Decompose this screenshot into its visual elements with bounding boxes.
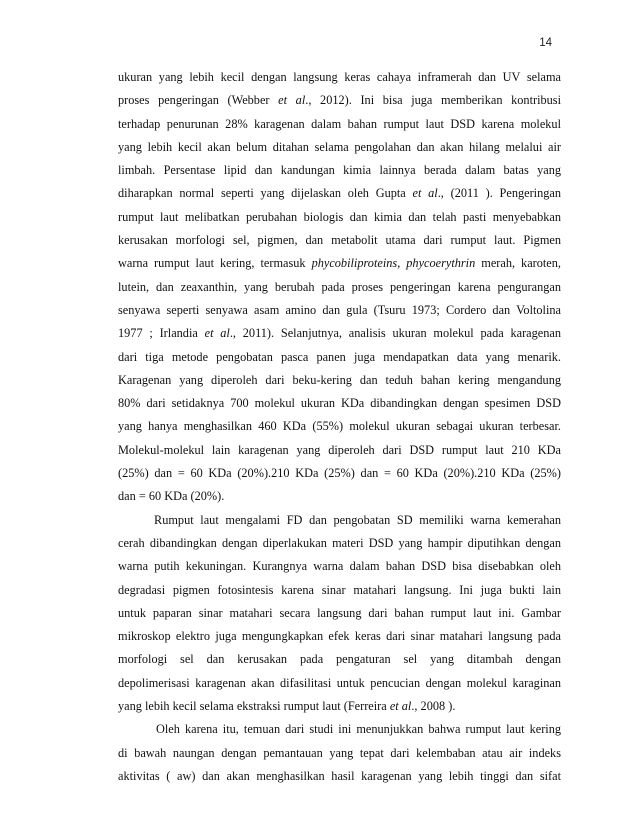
text-line: rumput laut melibatkan perubahan biologis dan kimia dan telah pasti menyebabkan <box>118 209 561 224</box>
paragraph-3 <box>118 718 561 788</box>
text-line: 80% dari setidaknya 700 molekul ukuran KDa dibandingkan dengan spesimen DSD <box>118 396 561 411</box>
text-line: mikroskop elektro juga mengungkapkan efek keras dari sinar matahari langsung pada <box>118 629 561 644</box>
text-line: di bawah naungan dengan pemantauan yang tepat dari kelembaban atau air indeks <box>118 745 561 760</box>
page-number: 14 <box>539 37 552 49</box>
text-line: kerusakan morfologi sel, pigmen, dan metabolit utama dari rumput laut. Pigmen <box>118 233 561 248</box>
text-line: depolimerisasi karagenan akan difasilitasi untuk pencucian dengan molekul karaginan <box>118 675 561 690</box>
text-line: warna putih kekuningan. Kurangnya warna dalam bahan DSD bisa disebabkan oleh <box>118 559 561 574</box>
text-line: Oleh karena itu, temuan dari studi ini menunjukkan bahwa rumput laut kering <box>156 722 561 737</box>
text-line: yang hanya menghasilkan 460 KDa (55%) molekul ukuran sebagai ukuran terbesar. <box>118 419 561 434</box>
text-line: senyawa seperti senyawa asam amino dan gula (Tsuru 1973; Cordero dan Voltolina <box>118 302 561 317</box>
text-line: untuk paparan sinar matahari secara langsung dari bahan rumput laut ini. Gambar <box>118 605 561 620</box>
text-line: morfologi sel dan kerusakan pada pengaturan sel yang ditambah dengan <box>118 652 561 667</box>
text-line: yang lebih kecil selama ekstraksi rumput laut (Ferreira et al., 2008 ). <box>118 699 456 714</box>
text-line: terhadap penurunan 28% karagenan dalam bahan rumput laut DSD karena molekul <box>118 116 561 131</box>
text-line: proses pengeringan (Webber et al., 2012). Ini bisa juga memberikan kontribusi <box>118 93 561 108</box>
text-line: cerah dibandingkan dengan diperlakukan materi DSD yang hampir diputihkan dengan <box>118 535 561 550</box>
text-line: ukuran yang lebih kecil dengan langsung keras cahaya inframerah dan UV selama <box>118 70 561 84</box>
body-text <box>118 66 561 788</box>
text-line: diharapkan normal seperti yang dijelaskan oleh Gupta et al., (2011 ). Pengeringan <box>118 186 561 201</box>
text-line: limbah. Persentase lipid dan kandungan kimia lainnya berada dalam batas yang <box>118 163 561 178</box>
text-line: dari tiga metode pengobatan pasca panen juga mendapatkan data yang menarik. <box>118 349 561 364</box>
text-line: lutein, dan zeaxanthin, yang berubah pada proses pengeringan karena pengurangan <box>118 279 561 294</box>
text-line: Rumput laut mengalami FD dan pengobatan SD memiliki warna kemerahan <box>154 512 561 527</box>
text-line: (25%) dan = 60 KDa (20%).210 KDa (25%) dan = 60 KDa (20%).210 KDa (25%) <box>118 466 561 481</box>
text-line: Karagenan yang diperoleh dari beku-kering dan teduh bahan kering mengandung <box>118 372 561 387</box>
text-line: aktivitas ( aw) dan akan menghasilkan hasil karagenan yang lebih tinggi dan sifat <box>118 768 561 783</box>
paragraph-1 <box>118 66 561 509</box>
text-line: dan = 60 KDa (20%). <box>118 489 225 504</box>
text-line: 1977 ; Irlandia et al., 2011). Selanjutnya, analisis ukuran molekul pada karagenan <box>118 326 562 341</box>
paragraph-2 <box>118 509 561 719</box>
text-line: Molekul-molekul lain karagenan yang diperoleh dari DSD rumput laut 210 KDa <box>118 442 561 457</box>
text-line: degradasi pigmen fotosintesis karena sinar matahari langsung. Ini juga bukti lain <box>118 582 561 597</box>
text-line: warna rumput laut kering, termasuk phycobiliproteins, phycoerythrin merah, karoten, <box>118 256 561 271</box>
text-line: yang lebih kecil akan belum ditahan selama pengolahan dan akan hilang melalui air <box>118 139 561 154</box>
